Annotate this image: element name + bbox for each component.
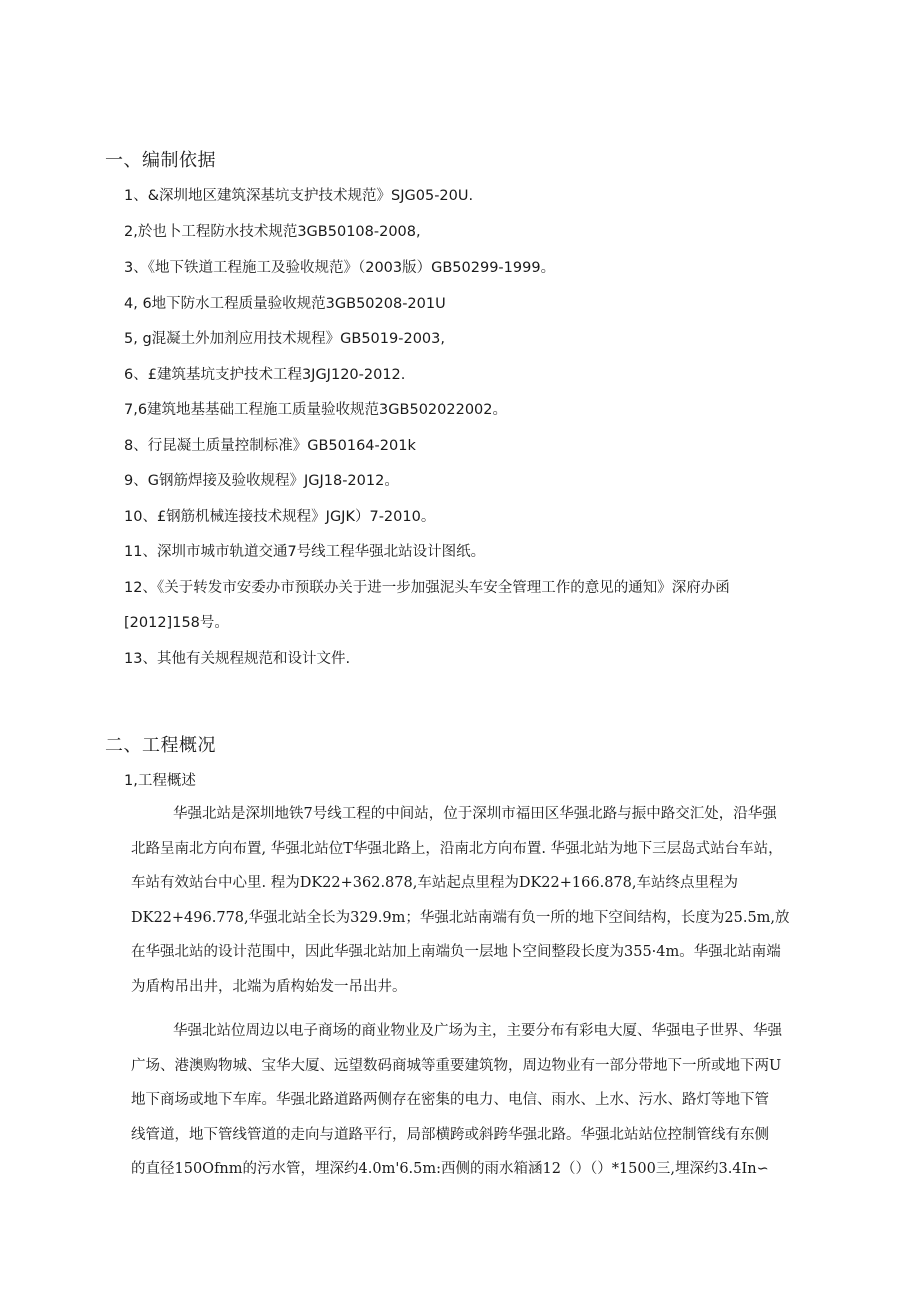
- paragraph-line: 华强北站位周边以电子商场的商业物业及广场为主，主要分布有彩电大厦、华强电子世界、华强: [173, 1023, 782, 1039]
- section-heading-basis: 一、编制依据: [105, 150, 216, 171]
- paragraph-line: 车站有效站台中心里. 程为DK22+362.878,车站起点里程为DK22+166.878,车站终点里程为: [131, 875, 738, 891]
- reference-item: 3、《地下铁道工程施工及验收规范》（2003版）GB50299-1999。: [124, 260, 556, 276]
- overview-paragraph-1: [131, 797, 831, 1004]
- reference-item: 2,於也卜工程防水技术规范3GB50108-2008,: [124, 224, 421, 240]
- paragraph-line: 为盾构吊出井，北端为盾构始发一吊出井。: [131, 978, 407, 995]
- subsection-heading: 1,工程概述: [124, 773, 196, 789]
- paragraph-line: 广场、港澳购物城、宝华大厦、远望数码商城等重要建筑物，周边物业有一部分带地下一所或地下两U: [131, 1057, 782, 1074]
- reference-item: 11、深圳市城市轨道交通7号线工程华强北站设计图纸。: [124, 544, 486, 560]
- section-heading-overview: 二、工程概况: [105, 735, 216, 756]
- paragraph-line: 地下商场或地下车库。华强北路道路两侧存在密集的电力、电信、雨水、上水、污水、路灯等地下管: [131, 1092, 769, 1108]
- overview-paragraph-2: [131, 1014, 831, 1187]
- reference-item: 9、G钢筋焊接及验收规程》JGJ18-2012。: [124, 473, 399, 489]
- paragraph-line: 华强北站是深圳地铁7号线工程的中间站，位于深圳市福田区华强北路与振中路交汇处，沿华强: [173, 806, 777, 822]
- reference-item: 12、《关于转发市安委办市预联办关于进一步加强泥头车安全管理工作的意见的通知》深府办函: [124, 580, 730, 596]
- reference-item: 13、其他有关规程规范和设计文件.: [124, 651, 351, 667]
- paragraph-line: DK22+496.778,华强北站全长为329.9m；华强北站南端有负一所的地下空间结构，长度为25.5m,放: [131, 909, 790, 926]
- reference-item: 10、£钢筋机械连接技术规程》JGJK）7-2010。: [124, 509, 436, 525]
- reference-item: 4, 6地下防水工程质量验收规范3GB50208-201U: [124, 296, 446, 312]
- paragraph-line: 线管道，地下管线管道的走向与道路平行，局部横跨或斜跨华强北路。华强北站站位控制管线有东侧: [131, 1126, 769, 1143]
- reference-item: 8、行昆凝土质量控制标准》GB50164-201k: [124, 438, 416, 454]
- reference-item: 5, g混凝土外加剂应用技术规程》GB5019-2003,: [124, 331, 445, 347]
- reference-item: 6、£建筑基坑支护技术工程3JGJ120-2012.: [124, 367, 406, 383]
- reference-item: 7,6建筑地基基础工程施工质量验收规范3GB502022002。: [124, 402, 507, 418]
- paragraph-line: 的直径150Ofnm的污水管，埋深约4.0m'6.5m:西侧的雨水箱涵12（）（）*1500三,埋深约3.4In∽: [131, 1161, 769, 1177]
- reference-item: 1、&深圳地区建筑深基坑支护技术规范》SJG05-20U.: [124, 188, 474, 204]
- paragraph-line: 在华强北站的设计范围中，因此华强北站加上南端负一层地卜空间整段长度为355·4m。华强北站南端: [131, 944, 781, 960]
- paragraph-line: 北路呈南北方向布置, 华强北站位T华强北路上，沿南北方向布置. 华强北站为地下三层岛式站台车站，: [131, 840, 783, 857]
- reference-item-continuation: [2012]158号。: [124, 615, 229, 631]
